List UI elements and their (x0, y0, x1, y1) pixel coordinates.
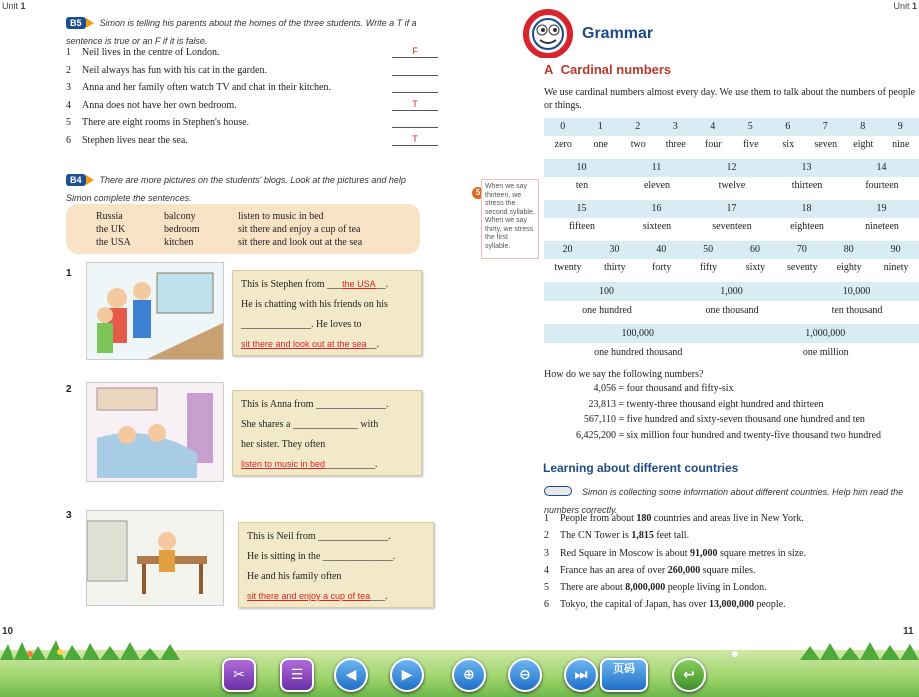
word-box (66, 204, 420, 254)
illustration-anna (86, 382, 224, 482)
number-cell: 8 eight (844, 118, 882, 154)
number-cell: 5 five (732, 118, 770, 154)
country-fact: 5 There are about 8,000,000 people living in London. (544, 582, 767, 594)
word-col-activities: listen to music in bed sit there and enjoy a cup of tea sit there and look out at the sea (238, 211, 363, 248)
number-table-row5 (544, 282, 919, 320)
b4-badge: B4 (66, 174, 86, 186)
number-table-row3 (544, 200, 919, 236)
illustration-neil (86, 510, 224, 606)
number-cell: 1 one (582, 118, 620, 154)
page-number-button[interactable]: 页码 (600, 658, 648, 692)
number-cell: 60 sixty (732, 241, 779, 277)
number-table-row6 (544, 324, 919, 362)
exercise-2-card: This is Anna from ______________. She shares a _____________ with her sister. They often listen to music in bed__________. (232, 390, 422, 476)
facts-list (544, 513, 919, 617)
country-fact: 2 The CN Tower is 1,815 feet tall. (544, 530, 690, 542)
section-a-heading: A Cardinal numbers (544, 62, 672, 77)
example-list (544, 382, 919, 444)
exercise-1-answer-country[interactable]: the USA (342, 279, 376, 289)
section-b-instruction: Simon is collecting some information about different countries. Help him read the numbers correctly. (544, 487, 904, 515)
number-cell: 2 two (619, 118, 657, 154)
number-example: 6,425,200 = six million four hundred and twenty-five thousand two hundred (576, 429, 882, 441)
number-cell: 6 six (769, 118, 807, 154)
number-cell: 1,000,000 one million (732, 324, 919, 362)
b5-item: 2 Neil always has fun with his cat in the garden. (66, 65, 446, 83)
how-question: How do we say the following numbers? (544, 369, 704, 380)
contents-button[interactable]: ☰ (280, 658, 314, 692)
number-example: 567,110 = five hundred and sixty-seven thousand one hundred and ten (583, 414, 865, 425)
number-table-row2 (544, 159, 919, 195)
b4-instruction: B4 There are more pictures on the students' blogs. Look at the pictures and help Simon complete the sentences. (66, 175, 406, 203)
number-cell: 1,000 one thousand (669, 282, 794, 320)
number-cell: 10,000 ten thousand (794, 282, 919, 320)
exercise-1-answer-activity[interactable]: sit there and look out at the sea (241, 339, 367, 349)
country-fact: 3 Red Square in Moscow is about 91,000 square metres in size. (544, 547, 807, 559)
number-cell: 90 ninety (872, 241, 919, 277)
word-col-rooms: balcony bedroom kitchen (164, 211, 200, 248)
number-cell: 7 seven (807, 118, 845, 154)
b5-item: 3 Anna and her family often watch TV and chat in their kitchen. (66, 82, 446, 100)
exercise-1-card: This is Stephen from ___the USA__. He is chatting with his friends on his ______________. He loves to sit there and look out at the sea__. (232, 270, 422, 356)
country-fact: 1 People from about 180 countries and areas live in New York. (544, 513, 804, 524)
exercise-1-number: 1 (66, 268, 72, 279)
number-cell: 9 nine (882, 118, 919, 154)
b5-answer-blank[interactable] (392, 82, 438, 93)
exercise-3-number: 3 (66, 510, 72, 521)
b5-list (66, 47, 446, 152)
unit-header-right: Unit 1 (893, 1, 917, 11)
number-cell: 0 zero (544, 118, 582, 154)
exercise-3-answer-activity[interactable]: sit there and enjoy a cup of tea (247, 591, 371, 601)
back-button[interactable]: ↩ (672, 658, 706, 692)
number-cell: 17 seventeen (694, 200, 769, 236)
number-cell: 20 twenty (544, 241, 591, 277)
b5-answer-blank[interactable] (392, 65, 438, 76)
exercise-2-answer-activity[interactable]: listen to music in bed (241, 459, 326, 469)
number-table-row4 (544, 241, 919, 277)
b5-badge: B5 (66, 17, 86, 29)
number-cell: 16 sixteen (619, 200, 694, 236)
mascot-logo-icon (518, 2, 580, 58)
section-b-heading: Learning about different countries (543, 461, 739, 475)
next-page-button[interactable]: ▶ (390, 658, 424, 692)
previous-page-button[interactable]: ◀ (334, 658, 368, 692)
number-cell: 11 eleven (619, 159, 694, 195)
number-cell: 4 four (694, 118, 732, 154)
number-cell: 100 one hundred (544, 282, 669, 320)
grass-decoration (0, 640, 919, 660)
tools-button[interactable]: ✂ (222, 658, 256, 692)
unit-header-left: Unit 1 (2, 1, 26, 11)
number-table-row1 (544, 118, 919, 154)
b5-item: 5 There are eight rooms in Stephen's house. (66, 117, 446, 135)
number-cell: 10 ten (544, 159, 619, 195)
number-cell: 13 thirteen (769, 159, 844, 195)
b5-item: 1 Neil lives in the centre of London. F (66, 47, 446, 65)
number-cell: 100,000 one hundred thousand (544, 324, 732, 362)
number-cell: 30 thirty (591, 241, 638, 277)
exercise-3-card: This is Neil from ______________. He is sitting in the ______________. He and his family often sit there and enjoy a cup of tea___. (238, 522, 434, 608)
page-number-right: 11 (903, 626, 914, 637)
illustration-stephen (86, 262, 224, 360)
b5-answer-blank[interactable]: T (392, 135, 438, 146)
number-example: 4,056 = four thousand and fifty-six (593, 383, 734, 394)
number-cell: 70 seventy (778, 241, 825, 277)
b5-answer-blank[interactable]: F (392, 47, 438, 58)
number-cell: 15 fifteen (544, 200, 619, 236)
number-cell: 50 fifty (685, 241, 732, 277)
number-cell: 19 nineteen (844, 200, 919, 236)
stress-sidenote: When we say thirteen, we stress the second syllable. When we say thirty, we stress the first syllable. (481, 179, 539, 259)
number-cell: 80 eighty (825, 241, 872, 277)
zoom-in-button[interactable]: ⊕ (452, 658, 486, 692)
zoom-out-button[interactable]: ⊖ (508, 658, 542, 692)
b5-answer-blank[interactable] (392, 117, 438, 128)
number-cell: 18 eighteen (769, 200, 844, 236)
b5-answer-blank[interactable]: T (392, 100, 438, 111)
b5-item: 4 Anna does not have her own bedroom. T (66, 100, 446, 118)
number-cell: 14 fourteen (844, 159, 919, 195)
exercise-2-number: 2 (66, 384, 72, 395)
country-fact: 6 Tokyo, the capital of Japan, has over 13,000,000 people. (544, 599, 786, 611)
speech-bubble-icon (544, 486, 572, 496)
number-example: 23,813 = twenty-three thousand eight hundred and thirteen (588, 398, 824, 410)
number-cell: 3 three (657, 118, 695, 154)
page-number-left: 10 (2, 626, 14, 637)
word-col-countries: Russia the UK the USA (96, 211, 131, 248)
jump-forward-button[interactable]: ⏭ (564, 658, 598, 692)
number-cell: 40 forty (638, 241, 685, 277)
number-table (544, 118, 919, 364)
country-fact: 4 France has an area of over 260,000 square miles. (544, 564, 756, 576)
intro-paragraph: We use cardinal numbers almost every day. We use them to talk about the numbers of people or things. (544, 87, 916, 111)
sidenote-marker-icon: 5 (472, 187, 484, 199)
number-cell: 12 twelve (694, 159, 769, 195)
b5-instruction: B5 Simon is telling his parents about the homes of the three students. Write a T if a sentence is true or an F if it is false. (66, 18, 417, 46)
grammar-title: Grammar (582, 25, 654, 42)
b5-item: 6 Stephen lives near the sea. T (66, 135, 446, 153)
